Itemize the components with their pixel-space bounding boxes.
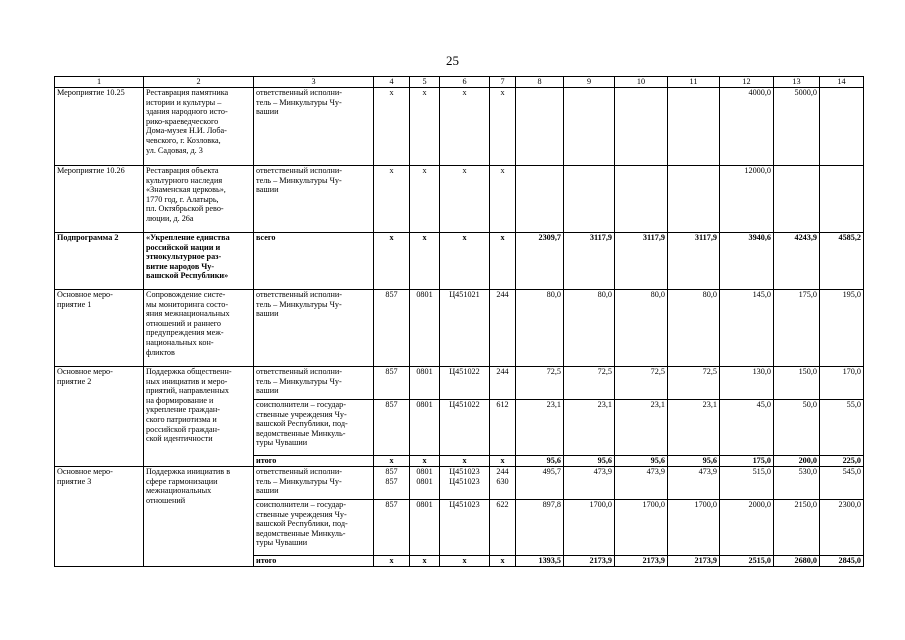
value-cell: 95,6	[564, 456, 615, 467]
value-cell: 5000,0	[774, 88, 820, 166]
value-cell: 95,6	[668, 456, 720, 467]
header-row	[55, 77, 864, 88]
value-cell: 80,0	[564, 290, 615, 367]
responsible: ответственный исполни- тель – Минкультуры Чу- вашии	[254, 467, 374, 500]
value-cell: 3117,9	[564, 233, 615, 290]
expense-code: х	[490, 556, 516, 567]
value-cell	[564, 166, 615, 233]
value-cell: 55,0	[820, 400, 864, 456]
header-cell: 5	[410, 77, 440, 88]
co-executors: соисполнители – государ- ственные учреждения Чу- вашской Республики, под- ведомственные Минкуль- туры Чувашии	[254, 400, 374, 456]
grbs-code: х	[374, 456, 410, 467]
grbs-code: х	[374, 556, 410, 567]
header-cell: 14	[820, 77, 864, 88]
value-cell: 23,1	[516, 400, 564, 456]
value-cell: 2845,0	[820, 556, 864, 567]
section-code: х	[410, 456, 440, 467]
target-code: Ц451021	[440, 290, 490, 367]
value-cell: 495,7	[516, 467, 564, 500]
value-cell: 2680,0	[774, 556, 820, 567]
value-cell: 130,0	[720, 367, 774, 400]
value-cell: 72,5	[668, 367, 720, 400]
value-cell: 3940,6	[720, 233, 774, 290]
target-code: х	[440, 233, 490, 290]
value-cell: 12000,0	[720, 166, 774, 233]
total-label: итого	[254, 556, 374, 567]
section-code: 0801	[410, 400, 440, 456]
grbs-code	[374, 467, 410, 500]
value-cell: 150,0	[774, 367, 820, 400]
header-cell: 7	[490, 77, 516, 88]
value-cell: 72,5	[615, 367, 668, 400]
value-cell: 23,1	[564, 400, 615, 456]
value-cell: 473,9	[615, 467, 668, 500]
value-cell: 3117,9	[615, 233, 668, 290]
event-name: Основное меро- приятие 3	[55, 467, 144, 567]
grbs-code-1: 857	[385, 467, 398, 476]
expense-code: 622	[490, 500, 516, 556]
grbs-code: х	[374, 166, 410, 233]
value-cell: 4000,0	[720, 88, 774, 166]
value-cell: 515,0	[720, 467, 774, 500]
event-name: Мероприятие 10.25	[55, 88, 144, 166]
target-code: х	[440, 88, 490, 166]
grbs-code: х	[374, 88, 410, 166]
target-code-2: Ц451023	[449, 476, 480, 486]
grbs-code: 857	[374, 367, 410, 400]
value-cell: 2173,9	[668, 556, 720, 567]
header-cell: 6	[440, 77, 490, 88]
section-code	[410, 467, 440, 500]
value-cell: 1700,0	[668, 500, 720, 556]
header-cell: 2	[144, 77, 254, 88]
value-cell: 175,0	[774, 290, 820, 367]
value-cell: 80,0	[516, 290, 564, 367]
table-row	[55, 166, 864, 233]
value-cell: 145,0	[720, 290, 774, 367]
section-code: х	[410, 556, 440, 567]
value-cell: 2515,0	[720, 556, 774, 567]
responsible: ответственный исполни- тель – Минкультуры Чу- вашии	[254, 88, 374, 166]
section-code: 0801	[410, 367, 440, 400]
value-cell: 2173,9	[564, 556, 615, 567]
header-cell: 13	[774, 77, 820, 88]
page-number: 25	[446, 53, 459, 68]
table-row	[55, 88, 864, 166]
header-cell: 8	[516, 77, 564, 88]
header-cell: 4	[374, 77, 410, 88]
value-cell: 1700,0	[564, 500, 615, 556]
value-cell: 175,0	[720, 456, 774, 467]
value-cell	[820, 166, 864, 233]
subprogram-description: «Укрепление единства российской нации и этнокультурное раз- витие народов Чу- вашской Республики»	[144, 233, 254, 290]
value-cell: 95,6	[516, 456, 564, 467]
responsible: ответственный исполни- тель – Минкультуры Чу- вашии	[254, 290, 374, 367]
value-cell: 3117,9	[668, 233, 720, 290]
value-cell	[564, 88, 615, 166]
event-name: Основное меро- приятие 2	[55, 367, 144, 467]
value-cell: 1393,5	[516, 556, 564, 567]
target-code: х	[440, 456, 490, 467]
event-description: Поддержка общественн- ных инициатив и меро- приятий, направленных на формирование и укрепление граждан- ского патриотизма и российской граждан- ской идентичности	[144, 367, 254, 467]
value-cell: 80,0	[615, 290, 668, 367]
value-cell: 23,1	[615, 400, 668, 456]
expense-code: 244	[490, 367, 516, 400]
value-cell: 170,0	[820, 367, 864, 400]
value-cell: 45,0	[720, 400, 774, 456]
target-code-1: Ц451023	[449, 467, 480, 476]
section-code: х	[410, 233, 440, 290]
value-cell: 23,1	[668, 400, 720, 456]
expense-code: х	[490, 233, 516, 290]
section-code: х	[410, 88, 440, 166]
value-cell	[820, 88, 864, 166]
total-label: итого	[254, 456, 374, 467]
value-cell: 195,0	[820, 290, 864, 367]
event-name: Основное меро- приятие 1	[55, 290, 144, 367]
target-code: Ц451022	[440, 400, 490, 456]
section-code: 0801	[410, 500, 440, 556]
value-cell: 72,5	[564, 367, 615, 400]
section-code-2: 0801	[416, 476, 433, 486]
event-description: Поддержка инициатив в сфере гармонизации межнациональных отношений	[144, 467, 254, 567]
expense-code: 612	[490, 400, 516, 456]
value-cell: 473,9	[564, 467, 615, 500]
value-cell	[516, 166, 564, 233]
event-description: Реставрация памятника истории и культуры – здания народного исто- рико-краеведческого Дома-музея Н.И. Лоба- чевского, г. Козловка, ул. Садовая, д. 3	[144, 88, 254, 166]
table-row	[55, 467, 864, 500]
header-cell: 10	[615, 77, 668, 88]
grbs-code: 857	[374, 500, 410, 556]
grbs-code: 857	[374, 400, 410, 456]
grbs-code: 857	[374, 290, 410, 367]
subprogram-name: Подпрограмма 2	[55, 233, 144, 290]
value-cell: 473,9	[668, 467, 720, 500]
grbs-code: х	[374, 233, 410, 290]
value-cell	[615, 88, 668, 166]
responsible: всего	[254, 233, 374, 290]
value-cell	[668, 166, 720, 233]
header-cell: 11	[668, 77, 720, 88]
expense-code-1: 244	[496, 467, 509, 476]
value-cell: 545,0	[820, 467, 864, 500]
section-code: 0801	[410, 290, 440, 367]
value-cell: 200,0	[774, 456, 820, 467]
responsible: ответственный исполни- тель – Минкультуры Чу- вашии	[254, 367, 374, 400]
expense-code: х	[490, 456, 516, 467]
expense-code	[490, 467, 516, 500]
value-cell: 4585,2	[820, 233, 864, 290]
header-cell: 12	[720, 77, 774, 88]
value-cell: 225,0	[820, 456, 864, 467]
value-cell: 2300,0	[820, 500, 864, 556]
value-cell: 80,0	[668, 290, 720, 367]
target-code: Ц451023	[440, 500, 490, 556]
value-cell: 4243,9	[774, 233, 820, 290]
table-row	[55, 290, 864, 367]
responsible: ответственный исполни- тель – Минкультуры Чу- вашии	[254, 166, 374, 233]
grbs-code-2: 857	[385, 476, 398, 486]
value-cell: 1700,0	[615, 500, 668, 556]
value-cell: 2309,7	[516, 233, 564, 290]
value-cell: 2000,0	[720, 500, 774, 556]
expense-code: 244	[490, 290, 516, 367]
value-cell	[516, 88, 564, 166]
table-row	[55, 233, 864, 290]
expense-code: х	[490, 88, 516, 166]
value-cell: 72,5	[516, 367, 564, 400]
value-cell: 95,6	[615, 456, 668, 467]
budget-table	[54, 76, 864, 567]
value-cell: 897,8	[516, 500, 564, 556]
value-cell: 530,0	[774, 467, 820, 500]
value-cell: 50,0	[774, 400, 820, 456]
header-cell: 1	[55, 77, 144, 88]
value-cell	[668, 88, 720, 166]
expense-code-2: 630	[496, 476, 509, 486]
target-code: х	[440, 556, 490, 567]
value-cell	[774, 166, 820, 233]
section-code-1: 0801	[416, 467, 433, 476]
event-name: Мероприятие 10.26	[55, 166, 144, 233]
value-cell	[615, 166, 668, 233]
target-code: х	[440, 166, 490, 233]
target-code	[440, 467, 490, 500]
event-description: Сопровождение систе- мы мониторинга состо- яния межнациональных отношений и раннего предупреждения меж- национальных кон- фликтов	[144, 290, 254, 367]
value-cell: 2150,0	[774, 500, 820, 556]
event-description: Реставрация объекта культурного наследия «Знаменская церковь», 1770 год, г. Алатырь, пл. Октябрьской рево- люции, д. 26а	[144, 166, 254, 233]
value-cell: 2173,9	[615, 556, 668, 567]
section-code: х	[410, 166, 440, 233]
target-code: Ц451022	[440, 367, 490, 400]
table-row	[55, 367, 864, 400]
header-cell: 9	[564, 77, 615, 88]
header-cell: 3	[254, 77, 374, 88]
expense-code: х	[490, 166, 516, 233]
co-executors: соисполнители – государ- ственные учреждения Чу- вашской Республики, под- ведомственные Минкуль- туры Чувашии	[254, 500, 374, 556]
